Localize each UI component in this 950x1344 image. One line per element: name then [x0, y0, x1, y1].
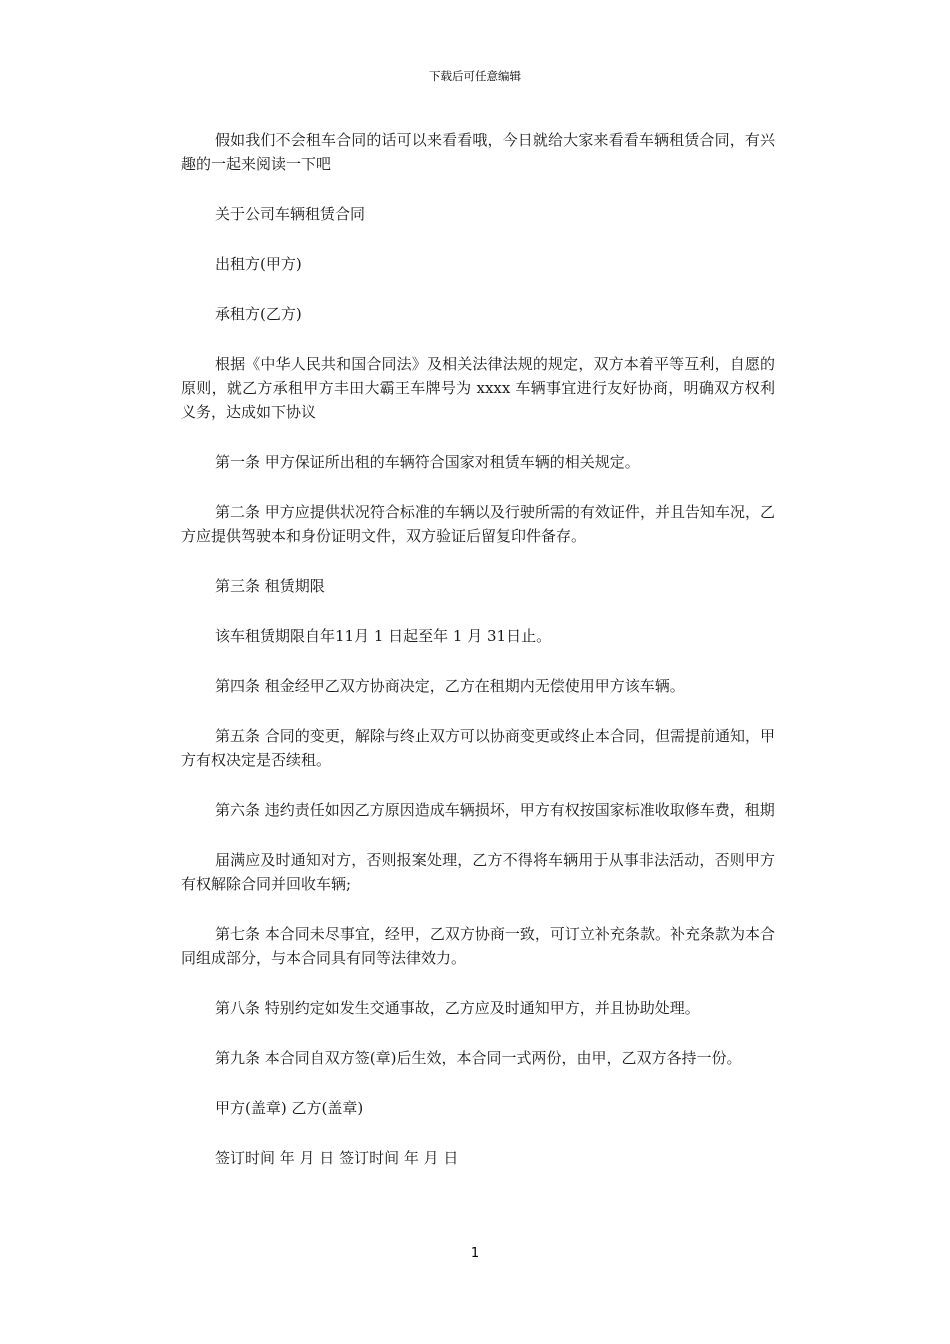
paragraph-article-9: 第九条 本合同自双方签(章)后生效，本合同一式两份，由甲，乙双方各持一份。: [215, 1049, 742, 1067]
paragraph-seals: 甲方(盖章) 乙方(盖章): [215, 1099, 364, 1117]
page-number: 1: [470, 1246, 480, 1261]
paragraph-lease-term: 该车租赁期限自年11月 1 日起至年 1 月 31日止。: [215, 627, 552, 645]
paragraph-article-3: 第三条 租赁期限: [215, 577, 325, 595]
paragraph-article-4: 第四条 租金经甲乙双方协商决定，乙方在租期内无偿使用甲方该车辆。: [215, 677, 685, 695]
paragraph-article-1: 第一条 甲方保证所出租的车辆符合国家对租赁车辆的相关规定。: [215, 453, 640, 471]
paragraph-lessee: 承租方(乙方): [215, 305, 302, 323]
paragraph-article-5: 第五条 合同的变更，解除与终止双方可以协商变更或终止本合同，但需提前通知，甲方有权决定是否续租。: [181, 727, 775, 769]
document-body: [181, 128, 775, 1196]
paragraph-signing-date: 签订时间 年 月 日 签订时间 年 月 日: [215, 1149, 459, 1167]
paragraph-preamble: 根据《中华人民共和国合同法》及相关法律法规的规定，双方本着平等互利，自愿的原则，就乙方承租甲方丰田大霸王车牌号为 xxxx 车辆事宜进行友好协商，明确双方权利义务，达成如下协议: [181, 355, 775, 421]
paragraph-title: 关于公司车辆租赁合同: [215, 205, 366, 223]
paragraph-article-8: 第八条 特别约定如发生交通事故，乙方应及时通知甲方，并且协助处理。: [215, 999, 700, 1017]
paragraph-article-2: 第二条 甲方应提供状况符合标准的车辆以及行驶所需的有效证件，并且告知车况，乙方应提供驾驶本和身份证明文件，双方验证后留复印件备存。: [181, 503, 775, 545]
paragraph-lessor: 出租方(甲方): [215, 255, 302, 273]
paragraph-article-6-cont: 届满应及时通知对方，否则报案处理，乙方不得将车辆用于从事非法活动，否则甲方有权解除合同并回收车辆;: [181, 851, 775, 893]
paragraph-article-6: 第六条 违约责任如因乙方原因造成车辆损坏，甲方有权按国家标准收取修车费，租期: [215, 801, 775, 819]
page-header: 下载后可任意编辑: [429, 69, 521, 83]
paragraph-article-7: 第七条 本合同未尽事宜，经甲，乙双方协商一致，可订立补充条款。补充条款为本合同组成部分，与本合同具有同等法律效力。: [181, 925, 775, 967]
paragraph-intro: 假如我们不会租车合同的话可以来看看哦，今日就给大家来看看车辆租赁合同，有兴趣的一起来阅读一下吧: [181, 131, 775, 173]
